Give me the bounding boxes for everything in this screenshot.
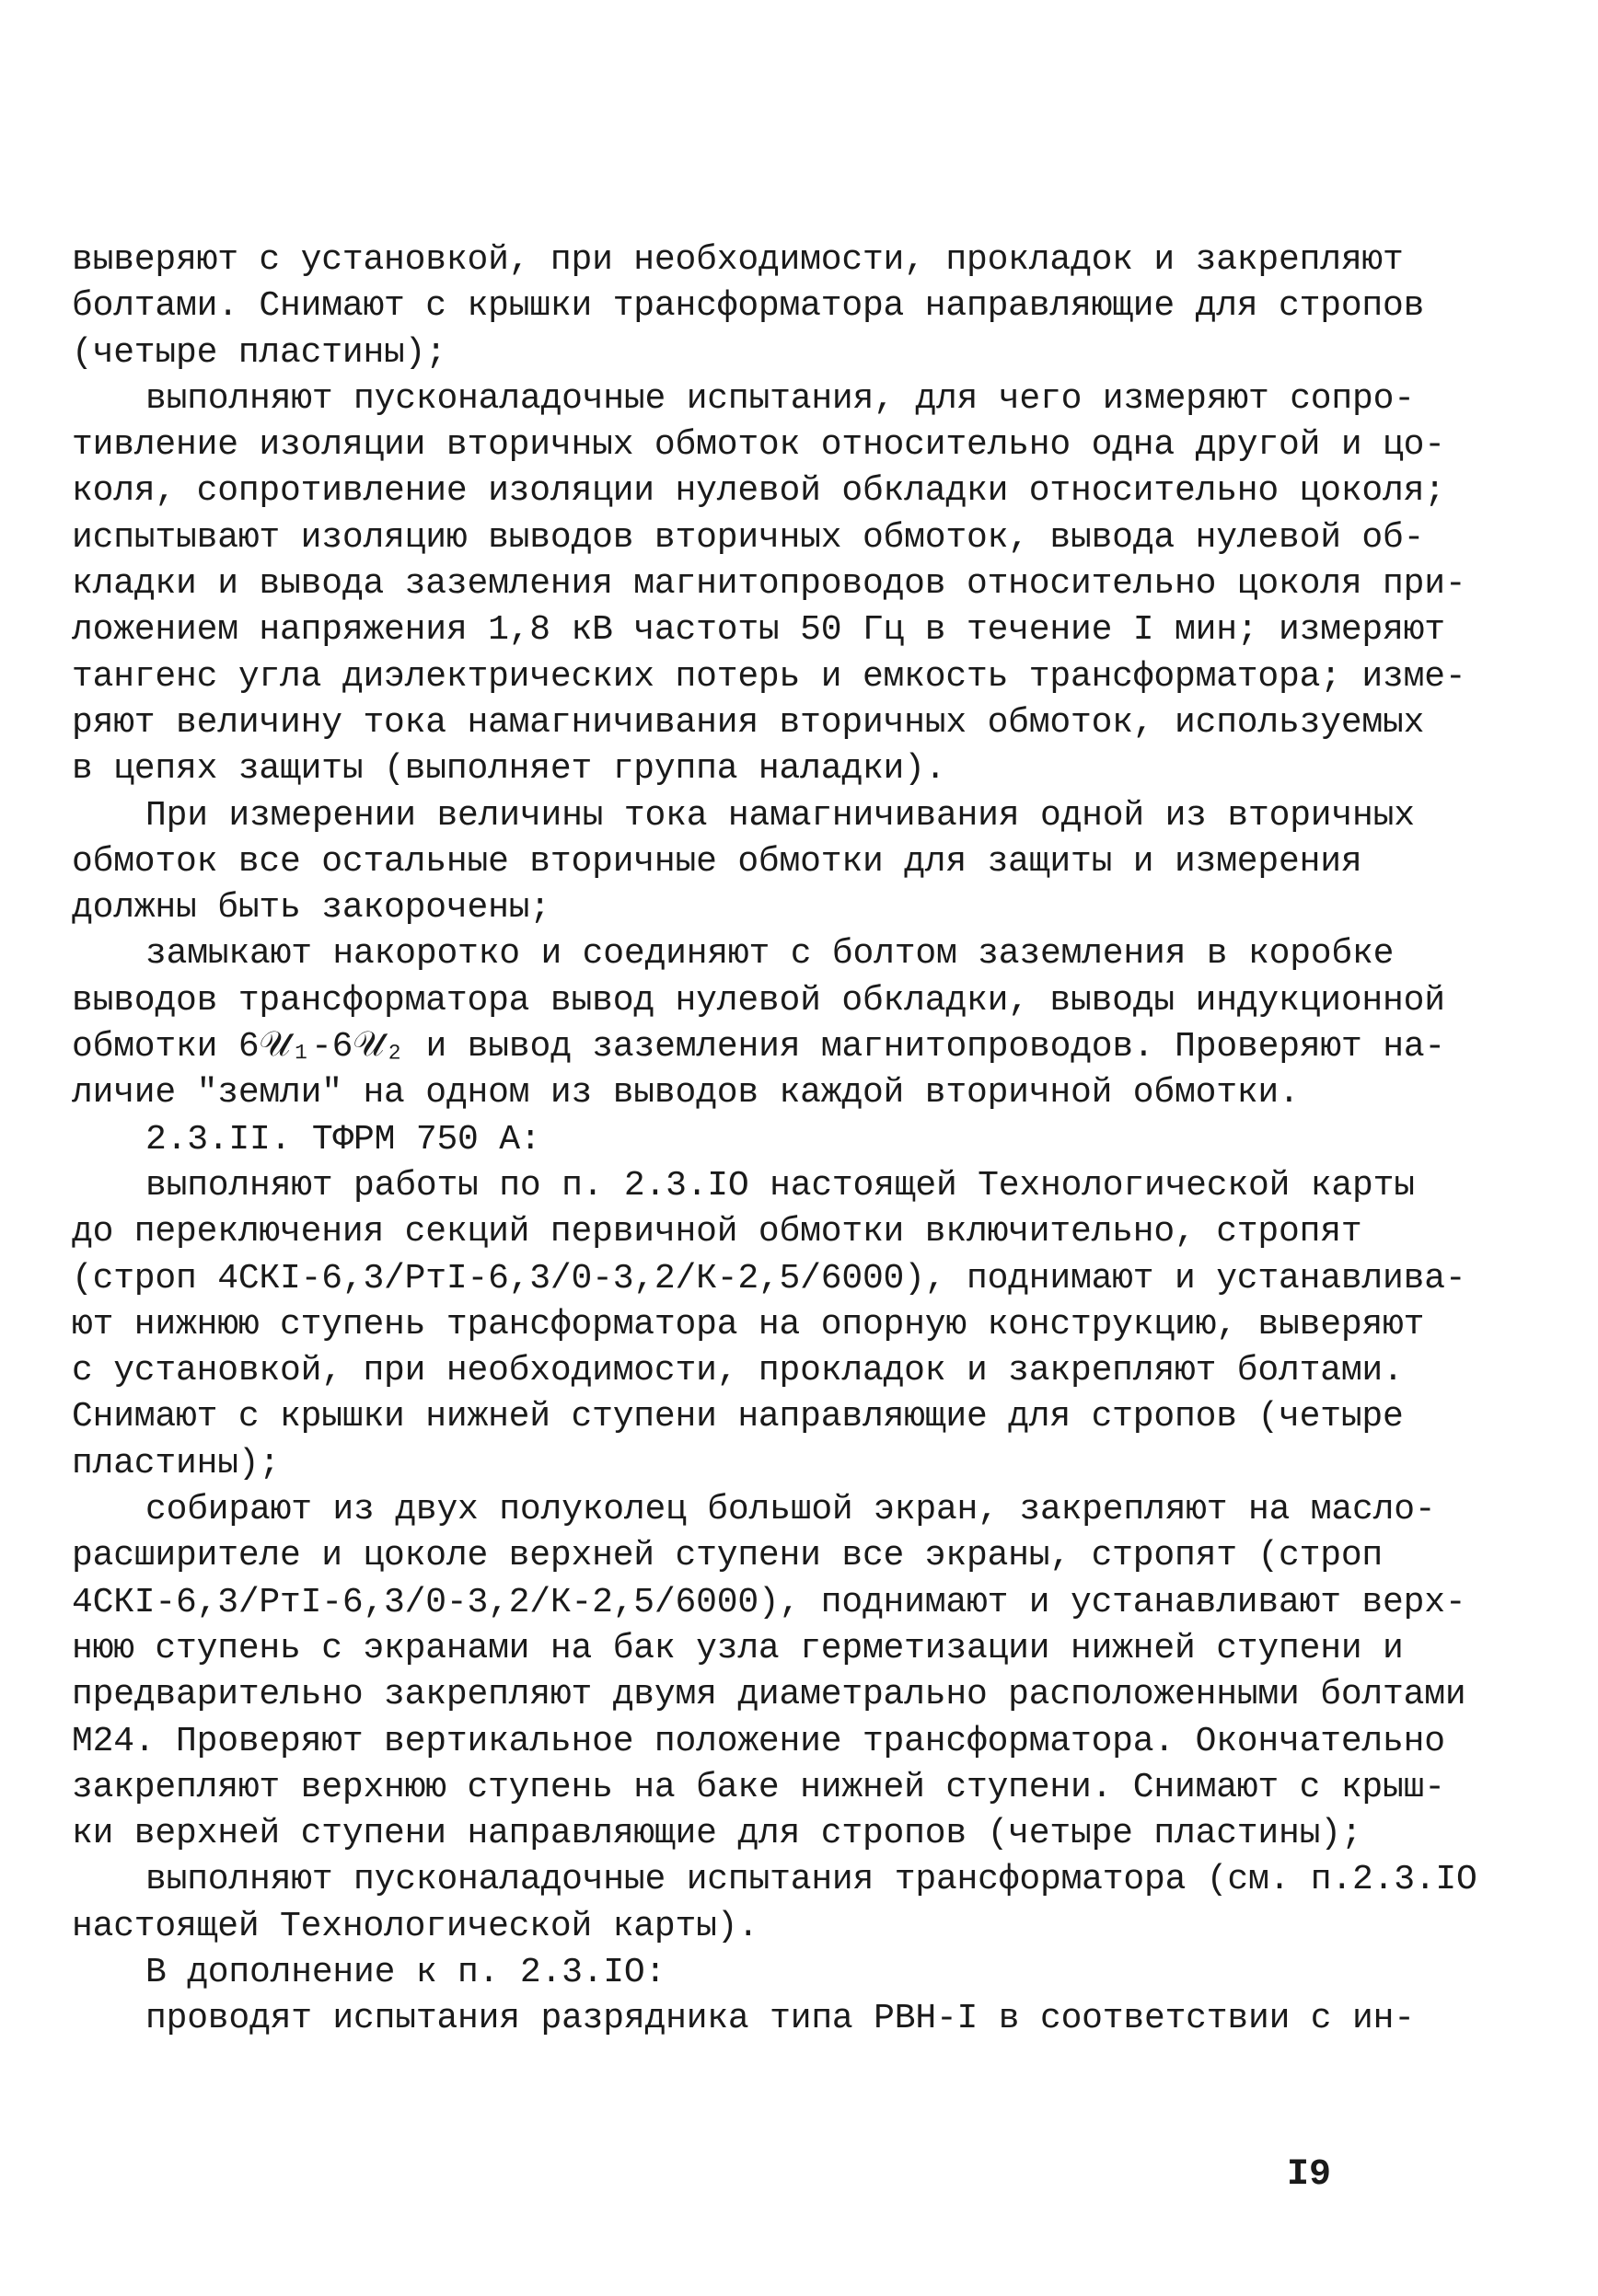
text-line: кладки и вывода заземления магнитопроводов относительно цоколя при- [72, 564, 1466, 605]
text-line: должны быть закорочены; [72, 888, 550, 929]
text-line: (четыре пластины); [72, 332, 446, 373]
text-line: тивление изоляции вторичных обмоток относительно одна другой и цо- [72, 425, 1445, 466]
text-line: 2.3.II. ТФРМ 750 А: [145, 1119, 541, 1160]
text-line: В дополнение к п. 2.3.IO: [145, 1952, 666, 1992]
text-line: выверяют с установкой, при необходимости, прокладок и закрепляют [72, 240, 1404, 280]
text-line: Снимают с крышки нижней ступени направляющие для стропов (четыре [72, 1397, 1404, 1437]
text-line: коля, сопротивление изоляции нулевой обкладки относительно цоколя; [72, 471, 1445, 512]
text-line: При измерении величины тока намагничивания одной из вторичных [145, 795, 1415, 836]
text-line: обмоток все остальные вторичные обмотки для защиты и измерения [72, 841, 1362, 882]
text-line: тангенс угла диэлектрических потерь и емкость трансформатора; изме- [72, 656, 1466, 697]
text-line: закрепляют верхнюю ступень на баке нижней ступени. Снимают с крыш- [72, 1767, 1445, 1807]
text-line: с установкой, при необходимости, прокладок и закрепляют болтами. [72, 1351, 1404, 1391]
text-line: нюю ступень с экранами на бак узла герметизации нижней ступени и [72, 1628, 1404, 1668]
text-line: расширителе и цоколе верхней ступени все экраны, стропят (строп [72, 1536, 1384, 1576]
text-line: проводят испытания разрядника типа РВН-I в соответствии с ин- [145, 1999, 1415, 2039]
text-line: болтами. Снимают с крышки трансформатора направляющие для стропов [72, 286, 1425, 327]
text-line: ки верхней ступени направляющие для стропов (четыре пластины); [72, 1814, 1362, 1854]
page-number: I9 [1287, 2154, 1332, 2196]
text-line: настоящей Технологической карты). [72, 1906, 758, 1946]
text-line: испытывают изоляцию выводов вторичных обмоток, вывода нулевой об- [72, 517, 1425, 558]
text-line: М24. Проверяют вертикальное положение трансформатора. Окончательно [72, 1721, 1445, 1761]
text-line: выполняют пусконаладочные испытания трансформатора (см. п.2.3.IO [145, 1860, 1477, 1900]
text-line: выполняют пусконаладочные испытания, для чего измеряют сопро- [145, 378, 1415, 419]
text-line: ложением напряжения 1,8 кВ частоты 50 Гц в течение I мин; измеряют [72, 610, 1445, 651]
text-line: выводов трансформатора вывод нулевой обкладки, выводы индукционной [72, 980, 1445, 1021]
text-line: собирают из двух полуколец большой экран, закрепляют на масло- [145, 1490, 1436, 1530]
text-line: (строп 4СКI-6,3/РтI-6,3/0-3,2/К-2,5/6000), поднимают и устанавлива- [72, 1258, 1466, 1298]
text-line: пластины); [72, 1443, 281, 1483]
text-line: выполняют работы по п. 2.3.IO настоящей Технологической карты [145, 1165, 1415, 1206]
text-line: предварительно закрепляют двумя диаметрально расположенными болтами [72, 1675, 1466, 1715]
text-line: замыкают накоротко и соединяют с болтом заземления в коробке [145, 934, 1395, 975]
text-line: личие "земли" на одном из выводов каждой вторичной обмотки. [72, 1073, 1300, 1113]
text-line: ряют величину тока намагничивания вторичных обмоток, используемых [72, 702, 1425, 743]
text-line: до переключения секций первичной обмотки включительно, стропят [72, 1212, 1362, 1252]
text-line: обмотки 6𝒰₁-6𝒰₂ и вывод заземления магнитопроводов. Проверяют на- [72, 1027, 1446, 1067]
text-line: 4СКI-6,3/РтI-6,3/0-3,2/К-2,5/6000), поднимают и устанавливают верх- [72, 1582, 1466, 1622]
text-line: ют нижнюю ступень трансформатора на опорную конструкцию, выверяют [72, 1304, 1425, 1344]
body-text [72, 237, 1477, 2043]
text-line: в цепях защиты (выполняет группа наладки). [72, 749, 946, 790]
